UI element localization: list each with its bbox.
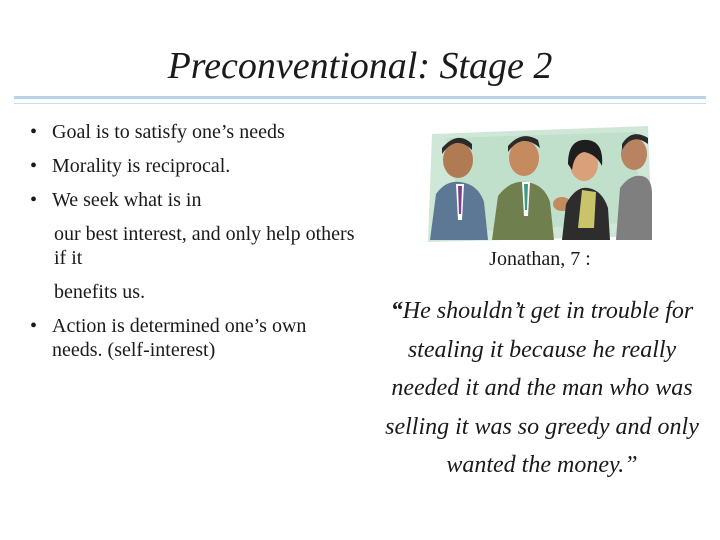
quote-text: He shouldn’t get in trouble for stealing it because he really needed it and the man who was selling it was so greedy and only wanted the money.” [385, 298, 699, 478]
bullet-text: Morality is reciprocal. [52, 155, 231, 177]
bullet-dot: • [30, 315, 38, 337]
bullet-continuation: benefits us. [54, 281, 146, 303]
title-divider [14, 96, 706, 99]
bullet-dot: • [30, 189, 38, 211]
bullet-item [30, 120, 360, 144]
title-divider-thin [14, 103, 706, 104]
bullet-item [30, 314, 360, 362]
open-quote-mark: “ [390, 298, 403, 324]
bullet-text: Goal is to satisfy one’s needs [52, 121, 285, 143]
bullet-item [30, 154, 360, 178]
business-people-clipart-icon [426, 124, 654, 244]
bullet-dot: • [30, 121, 38, 143]
bullet-list [30, 120, 360, 372]
bullet-item [30, 188, 360, 212]
bullet-continuation: our best interest, and only help others if it [54, 223, 355, 269]
bullet-text: We seek what is in [52, 189, 202, 211]
bullet-text: Action is determined one’s own needs. (self-interest) [52, 315, 307, 361]
bullet-dot: • [30, 155, 38, 177]
slide-title: Preconventional: Stage 2 [167, 45, 553, 87]
quote-attribution: Jonathan, 7 : [489, 248, 591, 270]
quote-block [380, 292, 704, 485]
